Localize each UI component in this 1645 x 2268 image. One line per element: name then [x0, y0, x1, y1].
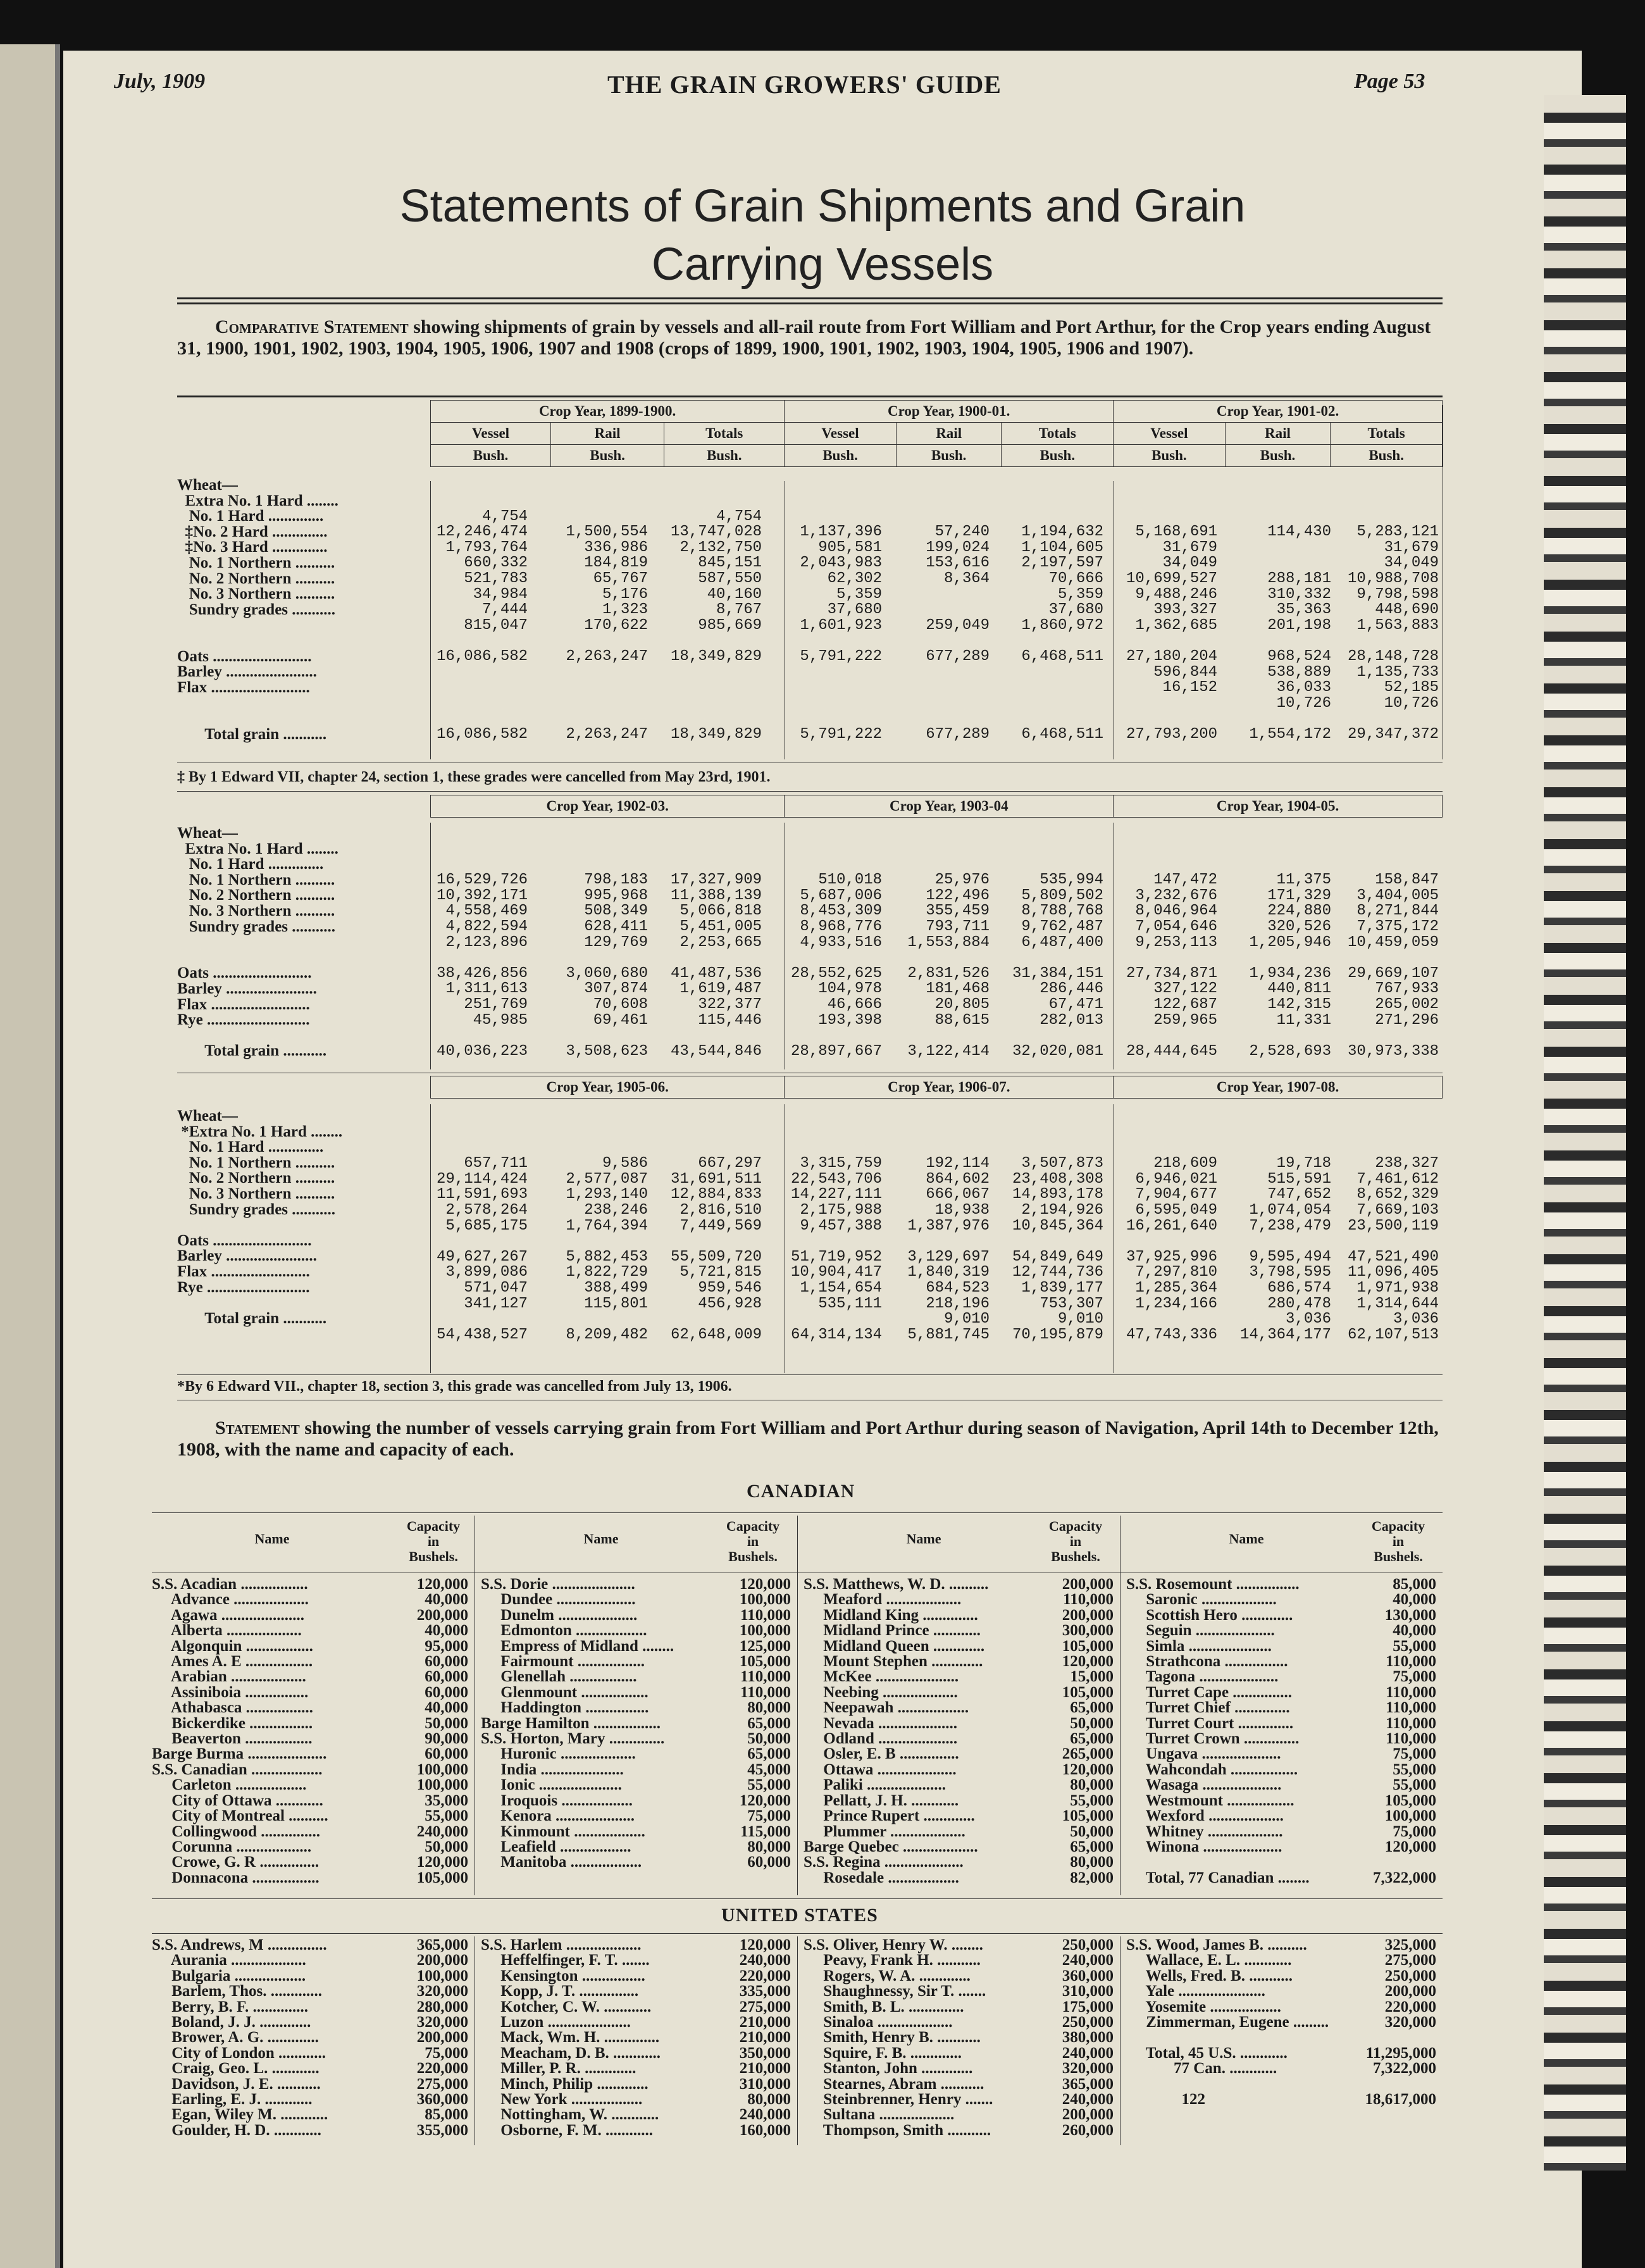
block3-col-8: 19,718 515,591 747,652 1,074,054 7,238,479 9,595,494 3,798,595 686,574 280,478 3,036 14,364,177 — [1240, 1155, 1332, 1343]
block1-col-2: 1,500,554 336,986 184,819 65,767 5,176 1,323 170,622 2,263,247 2,263,247 — [566, 523, 649, 743]
section-rule — [152, 1512, 1443, 1513]
head-capacity: Capacity in Bushels. — [406, 1518, 461, 1564]
block3-header — [430, 1076, 1443, 1099]
page-title — [316, 177, 1329, 294]
block3-year-2: Crop Year, 1906-07. — [785, 1076, 1114, 1099]
block1-year-3: Crop Year, 1901-02. — [1114, 401, 1443, 423]
col-unit: Bush. — [431, 445, 551, 467]
vessel-intro — [177, 1418, 1443, 1461]
block1-col-8: 114,430 288,181 310,332 35,363 201,198 968,524 538,889 36,033 10,726 1,554,172 — [1249, 523, 1332, 743]
page-number: Page 53 — [1354, 70, 1425, 93]
column-rule — [430, 1104, 431, 1373]
footnote-block1: ‡ By 1 Edward VII, chapter 24, section 1, these grades were cancelled from May 23rd, 1901. — [177, 769, 771, 785]
head-name: Name — [906, 1531, 941, 1547]
block3-col-3: 667,297 31,691,511 12,884,833 2,816,510 7,449,569 55,509,720 5,721,815 959,546 456,928 62,648,009 — [671, 1155, 762, 1343]
comparative-text: showing shipments of grain by vessels and all-rail route from Fort William and Port Arthur, for the Crop years ending August 31, 1900, 1901, 1902, 1903, 1904, 1905, 1906, 1907 and 1908 (crops of 1899, 1900, 1901, 1902, 1903, 1904, 1905, 1906 and 1907). — [177, 316, 1431, 359]
col-unit: Bush. — [664, 445, 785, 467]
head-capacity: Capacity in Bushels. — [726, 1518, 780, 1564]
block2-year-3: Crop Year, 1904-05. — [1114, 795, 1443, 818]
block2-col-6: 535,994 5,809,502 8,788,768 9,762,487 6,487,400 31,384,151 286,446 67,471 282,013 32,020,081 — [1012, 871, 1104, 1060]
block1-col-9: 5,283,121 31,679 34,049 10,988,708 9,798,598 448,690 1,563,883 28,148,728 1,135,733 52,185 10,726 29,347,372 — [1348, 523, 1439, 743]
head-name: Name — [1229, 1531, 1264, 1547]
block1-year-1: Crop Year, 1899-1900. — [431, 401, 785, 423]
block1-year-2: Crop Year, 1900-01. — [785, 401, 1114, 423]
column-rule — [797, 1936, 798, 2145]
canadian-names-3: S.S. Matthews, W. D. .......... Meaford ................... Midland King .............. Midland Prince ............ Midland Queen ............. Mount Stephen ............. McKee ..................... Neebing ................... Neepawah .................. Nevada .................... Odland .................... Osler, E. B ............... Ottawa .................... Paliki .................... Pellatt, J. H. ............ Prince Rupert ............. Plummer ................... Barge Quebec ................... S.S. Regina .................... Rosedale .................. — [804, 1576, 989, 1886]
col-unit: Bush. — [1225, 445, 1331, 467]
block2-col-9: 158,847 3,404,005 8,271,844 7,375,172 10,459,059 29,669,107 767,933 265,002 271,296 30,973,338 — [1348, 871, 1439, 1060]
col-vessel: Vessel — [1114, 423, 1226, 445]
canadian-caps-3: 200,000 110,000 200,000 300,000 105,000 120,000 15,000 105,000 65,000 50,000 65,000 265,000 120,000 80,000 55,000 105,000 50,000 65,000 80,000 82,000 — [1062, 1576, 1114, 1886]
us-names-1: S.S. Andrews, M ............... Aurania ................... Bulgaria .................. Barlem, Thos. ............. Berry, B. F. .............. Boland, J. J. ............. Brower, A. G. ............. City of London ............ Craig, Geo. L. ............ Davidson, J. E. ........... Earling, E. J. ............ Egan, Wiley M. ............ Goulder, H. D. ............ — [152, 1936, 328, 2139]
block-rule — [177, 1374, 1443, 1375]
block2-header — [430, 795, 1443, 818]
us-caps-2: 120,000 240,000 220,000 335,000 275,000 210,000 210,000 350,000 210,000 310,000 80,000 240,000 160,000 — [739, 1936, 791, 2139]
block2-col-4: 510,018 5,687,006 8,453,309 8,968,776 4,933,516 28,552,625 104,978 46,666 193,398 28,897,667 — [791, 871, 883, 1060]
block2-year-2: Crop Year, 1903-04 — [785, 795, 1114, 818]
block2-col-7: 147,472 3,232,676 8,046,964 7,054,646 9,253,113 27,734,871 327,122 122,687 259,965 28,444,645 — [1126, 871, 1218, 1060]
vessel-lead: Statement — [215, 1418, 300, 1438]
block3-col-7: 218,609 6,946,021 7,904,677 6,595,049 16,261,640 37,925,996 7,297,810 1,285,364 1,234,166 47,743,336 — [1126, 1155, 1218, 1343]
col-totals: Totals — [664, 423, 785, 445]
issue-date: July, 1909 — [114, 70, 206, 93]
col-rail: Rail — [550, 423, 664, 445]
block2-year-1: Crop Year, 1902-03. — [431, 795, 785, 818]
page-title-line-1: Statements of Grain Shipments and Grain — [399, 181, 1246, 232]
col-unit: Bush. — [896, 445, 1002, 467]
publication-title: THE GRAIN GROWERS' GUIDE — [607, 70, 1002, 99]
canadian-caps-1: 120,000 40,000 200,000 40,000 95,000 60,000 60,000 60,000 40,000 50,000 90,000 60,000 100,000 100,000 35,000 55,000 240,000 50,000 120,000 105,000 — [416, 1576, 468, 1886]
facing-page-edge — [0, 44, 60, 2268]
vessel-text: showing the number of vessels carrying grain from Fort William and Port Arthur during season of Navigation, April 14th to December 12th, 1908, with the name and capacity of each. — [177, 1418, 1439, 1460]
binding-edge-pattern — [1544, 95, 1626, 2171]
canadian-caps-2: 120,000 100,000 110,000 100,000 125,000 105,000 110,000 110,000 80,000 65,000 50,000 65,000 45,000 55,000 120,000 75,000 115,000 80,000 60,000 — [739, 1576, 791, 1871]
block2-col-5: 25,976 122,496 355,459 793,711 1,553,884 2,831,526 181,468 20,805 88,615 3,122,414 — [907, 871, 990, 1060]
comparative-lead: Comparative Statement — [215, 316, 409, 337]
head-capacity: Capacity in Bushels. — [1048, 1518, 1103, 1564]
block-rule — [177, 791, 1443, 792]
col-vessel: Vessel — [431, 423, 551, 445]
block2-col-2: 798,183 995,968 508,349 628,411 129,769 3,060,680 307,874 70,608 69,461 3,508,623 — [566, 871, 649, 1060]
block2-col-8: 11,375 171,329 224,880 320,526 1,205,946 1,934,236 440,811 142,315 11,331 2,528,693 — [1249, 871, 1332, 1060]
block1-row-labels: Wheat— Extra No. 1 Hard ........ No. 1 Hard .............. ‡No. 2 Hard .............. ‡No. 3 Hard .............. No. 1 Northern .......... No. 2 Northern .......... No. 3 Northern .......... Sundry grades ........... Oats ......................... Barley ....................... Flax ......................... Total grain ........... — [177, 477, 338, 743]
block3-year-1: Crop Year, 1905-06. — [431, 1076, 785, 1099]
canadian-caps-4: 85,000 40,000 130,000 40,000 55,000 110,000 75,000 110,000 110,000 110,000 110,000 75,000 55,000 55,000 105,000 100,000 75,000 120,000 7,322,000 — [1373, 1576, 1436, 1886]
col-rail: Rail — [896, 423, 1002, 445]
canadian-names-1: S.S. Acadian ................. Advance ................... Agawa ..................... Alberta ................... Algonquin ................. Ames A. E ................. Arabian ................... Assiniboia ................ Athabasca ................. Bickerdike ................ Beaverton ................. Barge Burma .................... S.S. Canadian .................. Carleton .................. City of Ottawa ............ City of Montreal .......... Collingwood ............... Corunna ................... Crowe, G. R ............... Donnacona ................. — [152, 1576, 328, 1886]
comparative-intro — [177, 316, 1443, 359]
block1-col-3: 4,754 13,747,028 2,132,750 845,151 587,550 40,160 8,767 985,669 18,349,829 18,349,829 — [671, 508, 762, 743]
head-name: Name — [583, 1531, 619, 1547]
col-unit: Bush. — [1331, 445, 1443, 467]
col-totals: Totals — [1002, 423, 1114, 445]
us-caps-3: 250,000 240,000 360,000 310,000 175,000 250,000 380,000 240,000 320,000 365,000 240,000 200,000 260,000 — [1062, 1936, 1114, 2139]
divider — [177, 302, 1443, 304]
us-heading: UNITED STATES — [721, 1905, 878, 1926]
block1-col-6: 1,194,632 1,104,605 2,197,597 70,666 5,359 37,680 1,860,972 6,468,511 6,468,511 — [1021, 523, 1104, 743]
canadian-names-2: S.S. Dorie ..................... Dundee .................... Dunelm .................... Edmonton .................. Empress of Midland ........ Fairmount ................. Glenellah ................. Glenmount ................. Haddington ................ Barge Hamilton ................. S.S. Horton, Mary .............. Huronic ................... India ..................... Ionic ..................... Iroquois .................. Kenora .................... Kinmount .................. Leafield .................. Manitoba .................. — [481, 1576, 674, 1871]
column-rule — [430, 823, 431, 1069]
table-top-rule — [177, 396, 1443, 397]
col-unit: Bush. — [1002, 445, 1114, 467]
section-rule — [152, 1933, 1443, 1934]
block3-year-3: Crop Year, 1907-08. — [1114, 1076, 1443, 1099]
us-names-2: S.S. Harlem ................... Heffelfinger, F. T. ....... Kensington ................ Kopp, J. T. ............... Kotcher, C. W. ............ Luzon ..................... Mack, Wm. H. .............. Meacham, D. B. ............ Miller, P. R. ............. Minch, Philip ............. New York .................. Nottingham, W. ............ Osborne, F. M. ............ — [481, 1936, 661, 2139]
col-unit: Bush. — [785, 445, 897, 467]
block1-col-4: 1,137,396 905,581 2,043,983 62,302 5,359 37,680 1,601,923 5,791,222 5,791,222 — [800, 523, 883, 743]
us-names-3: S.S. Oliver, Henry W. ........ Peavy, Frank H. ........... Rogers, W. A. ............. Shaughnessy, Sir T. ....... Smith, B. L. .............. Sinaloa ................... Smith, Henry B. ........... Squire, F. B. ............. Stanton, John ............. Stearnes, Abram ........... Steinbrenner, Henry ....... Sultana ................... Thompson, Smith ........... — [804, 1936, 993, 2139]
footnote-block3: *By 6 Edward VII., chapter 18, section 3, this grade was cancelled from July 13, 1906. — [177, 1378, 732, 1395]
col-unit: Bush. — [1114, 445, 1226, 467]
block3-col-1: 657,711 29,114,424 11,591,693 2,578,264 5,685,175 49,627,267 3,899,086 571,047 341,127 54,438,527 — [437, 1155, 528, 1343]
divider — [177, 297, 1443, 299]
block3-col-6: 3,507,873 23,408,308 14,893,178 2,194,926 10,845,364 54,849,649 12,744,736 1,839,177 753,307 9,010 70,195,879 — [1012, 1155, 1104, 1343]
col-unit: Bush. — [550, 445, 664, 467]
block1-col-7: 5,168,691 31,679 34,049 10,699,527 9,488,246 393,327 1,362,685 27,180,204 596,844 16,152 27,793,200 — [1126, 523, 1218, 743]
block1-header — [430, 400, 1443, 467]
col-totals: Totals — [1331, 423, 1443, 445]
canadian-heading: CANADIAN — [747, 1481, 855, 1502]
us-names-4: S.S. Wood, James B. .......... Wallace, E. L. ............ Wells, Fred. B. ........... Yale ...................... Yosemite .................. Zimmerman, Eugene ......... Total, 45 U.S. ............ 77 Can. ............ 122 — [1126, 1936, 1329, 2109]
column-rule — [797, 1516, 798, 1895]
block3-col-9: 238,327 7,461,612 8,652,329 7,669,103 23,500,119 47,521,490 11,096,405 1,971,938 1,314,644 3,036 62,107,513 — [1348, 1155, 1439, 1343]
col-rail: Rail — [1225, 423, 1331, 445]
us-caps-1: 365,000 200,000 100,000 320,000 280,000 320,000 200,000 75,000 220,000 275,000 360,000 85,000 355,000 — [416, 1936, 468, 2139]
block3-col-2: 9,586 2,577,087 1,293,140 238,246 1,764,394 5,882,453 1,822,729 388,499 115,801 8,209,482 — [566, 1155, 649, 1343]
block2-col-3: 17,327,909 11,388,139 5,066,818 5,451,005 2,253,665 41,487,536 1,619,487 322,377 115,446 43,544,846 — [671, 871, 762, 1060]
head-name: Name — [254, 1531, 290, 1547]
block1-col-5: 57,240 199,024 153,616 8,364 259,049 677,289 677,289 — [926, 523, 990, 743]
block2-col-1: 16,529,726 10,392,171 4,558,469 4,822,594 2,123,896 38,426,856 1,311,613 251,769 45,985 40,036,223 — [437, 871, 528, 1060]
block3-row-labels: Wheat— *Extra No. 1 Hard ........ No. 1 Hard .............. No. 1 Northern .......... No. 2 Northern .......... No. 3 Northern .......... Sundry grades ........... Oats ......................... Barley ....................... Flax ......................... Rye .......................... Total grain ........... — [177, 1107, 343, 1327]
block3-col-5: 192,114 864,602 666,067 18,938 1,387,976 3,129,697 1,840,319 684,523 218,196 9,010 5,881,745 — [907, 1155, 990, 1343]
block1-col-1: 4,754 12,246,474 1,793,764 660,332 521,783 34,984 7,444 815,047 16,086,582 16,086,582 — [437, 508, 528, 743]
us-caps-4: 325,000 275,000 250,000 200,000 220,000 320,000 11,295,000 7,322,000 18,617,000 — [1365, 1936, 1436, 2109]
block3-col-4: 3,315,759 22,543,706 14,227,111 2,175,988 9,457,388 51,719,952 10,904,417 1,154,654 535,111 64,314,134 — [791, 1155, 883, 1343]
block2-row-labels: Wheat— Extra No. 1 Hard ........ No. 1 Hard .............. No. 1 Northern .......... No. 2 Northern .......... No. 3 Northern .......... Sundry grades ........... Oats ......................... Barley ....................... Flax ......................... Rye .......................... Total grain ........... — [177, 825, 338, 1060]
canadian-names-4: S.S. Rosemount ................ Saronic ................... Scottish Hero ............. Seguin .................... Simla ..................... Strathcona ................ Tagona .................... Turret Cape ............... Turret Chief .............. Turret Court .............. Turret Crown .............. Ungava .................... Wahcondah ................. Wasaga .................... Westmount ................. Wexford ................... Whitney ................... Winona .................... Total, 77 Canadian ........ — [1126, 1576, 1310, 1886]
head-capacity: Capacity in Bushels. — [1371, 1518, 1425, 1564]
column-rule — [430, 481, 431, 759]
col-vessel: Vessel — [785, 423, 897, 445]
section-rule — [152, 1898, 1443, 1899]
page-title-line-2: Carrying Vessels — [651, 239, 994, 290]
